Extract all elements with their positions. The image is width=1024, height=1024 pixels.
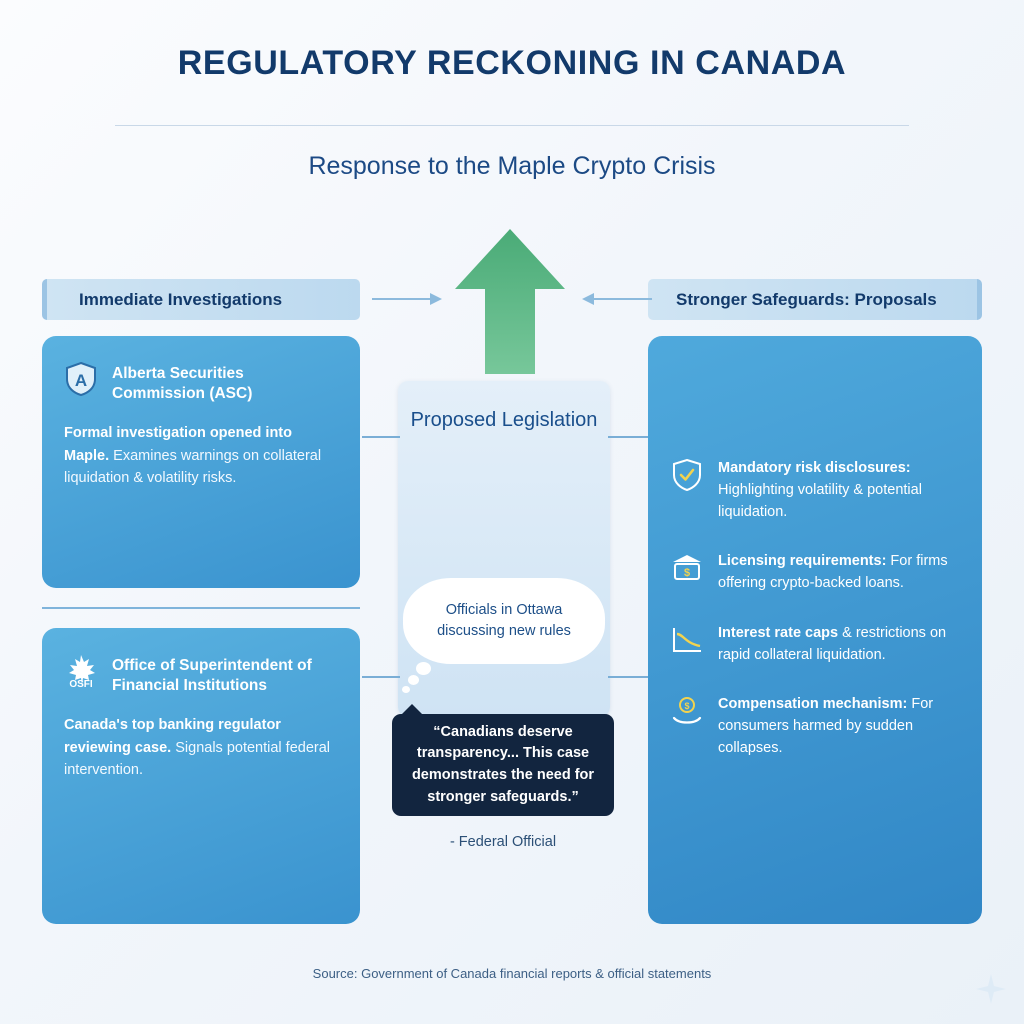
connector-line (608, 676, 650, 678)
panel-stronger-safeguards (648, 336, 982, 924)
arrow-left-icon (582, 292, 652, 306)
safeguard-item (670, 458, 960, 523)
safeguard-detail: & restrictions on rapid collateral liquidation. (718, 624, 947, 663)
safeguard-text (718, 623, 960, 667)
left-column-header-label: Immediate Investigations (79, 289, 283, 309)
connector-line (362, 436, 400, 438)
safeguard-detail: For firms offering crypto-backed loans. (718, 553, 948, 591)
svg-text:$: $ (683, 567, 691, 580)
source-note: Source: Government of Canada financial reports & official statements (312, 966, 712, 981)
panel-alberta-securities-commission (42, 336, 360, 588)
right-column-header (648, 279, 982, 320)
safeguard-title: Licensing requirements: (718, 553, 887, 570)
bank-licence-icon (670, 551, 704, 585)
right-column-header-label: Stronger Safeguards: Proposals (676, 289, 937, 309)
asc-body-rest: Examines warnings on collateral liquidation & volatility risks. (64, 447, 322, 487)
left-column-header (42, 279, 360, 320)
page-subtitle: Response to the Maple Crypto Crisis (308, 152, 716, 180)
safeguard-item (670, 623, 960, 667)
sparkle-icon (974, 972, 1008, 1006)
left-panel-divider (42, 607, 360, 609)
page-title: REGULATORY RECKONING IN CANADA (177, 44, 847, 82)
arrow-right-icon (372, 292, 442, 306)
arrow-up-icon (455, 229, 565, 374)
org-name-asc: Alberta Securities Commission (ASC) (112, 365, 253, 403)
osfi-body (64, 714, 338, 781)
asc-body (64, 422, 338, 489)
org-heading-row (64, 362, 338, 404)
svg-text:$: $ (684, 701, 690, 712)
safeguard-text (718, 458, 960, 523)
thought-bubble (403, 578, 605, 664)
thought-bubble-dot (408, 675, 419, 685)
safeguard-detail: For consumers harmed by sudden collapses. (718, 696, 934, 756)
safeguard-title: Mandatory risk disclosures: (718, 460, 911, 476)
quote-box (392, 714, 614, 816)
safeguard-item (670, 551, 960, 595)
panel-osfi (42, 628, 360, 924)
osfi-body-lead: Canada's top banking regulator reviewing case. (64, 717, 281, 756)
quote-text: “Canadians deserve transparency... This case demonstrates the need for stronger safeguards.” (411, 723, 595, 805)
title-divider (115, 125, 909, 126)
shield-letter-a-icon (64, 362, 98, 396)
safeguard-title: Interest rate caps (718, 624, 839, 641)
safeguard-item (670, 694, 960, 759)
quote-attribution: - Federal Official (449, 834, 557, 850)
safeguard-title: Compensation mechanism: (718, 696, 908, 713)
thought-bubble-dot (402, 686, 410, 693)
svg-text:A: A (74, 371, 88, 390)
shield-check-icon (670, 458, 704, 492)
safeguard-text (718, 694, 960, 759)
thought-bubble-dot (416, 662, 431, 675)
safeguard-detail: Highlighting volatility & potential liquidation. (718, 481, 922, 520)
center-card-title: Proposed Legislation (410, 409, 598, 431)
compensation-hand-coin-icon (670, 694, 704, 728)
svg-text:OSFI: OSFI (69, 679, 93, 689)
connector-line (362, 676, 400, 678)
thought-bubble-text: Officials in Ottawa discussing new rules (437, 601, 571, 639)
asc-body-lead: Formal investigation opened into Maple. (64, 425, 292, 464)
interest-rate-chart-icon (670, 623, 704, 657)
connector-line (608, 436, 650, 438)
safeguard-text (718, 551, 960, 595)
org-heading-row (64, 654, 338, 696)
osfi-body-rest: Signals potential federal intervention. (64, 739, 331, 779)
osfi-maple-leaf-icon (64, 654, 98, 688)
org-name-osfi: Office of Superintendent of Financial Institutions (112, 657, 312, 695)
